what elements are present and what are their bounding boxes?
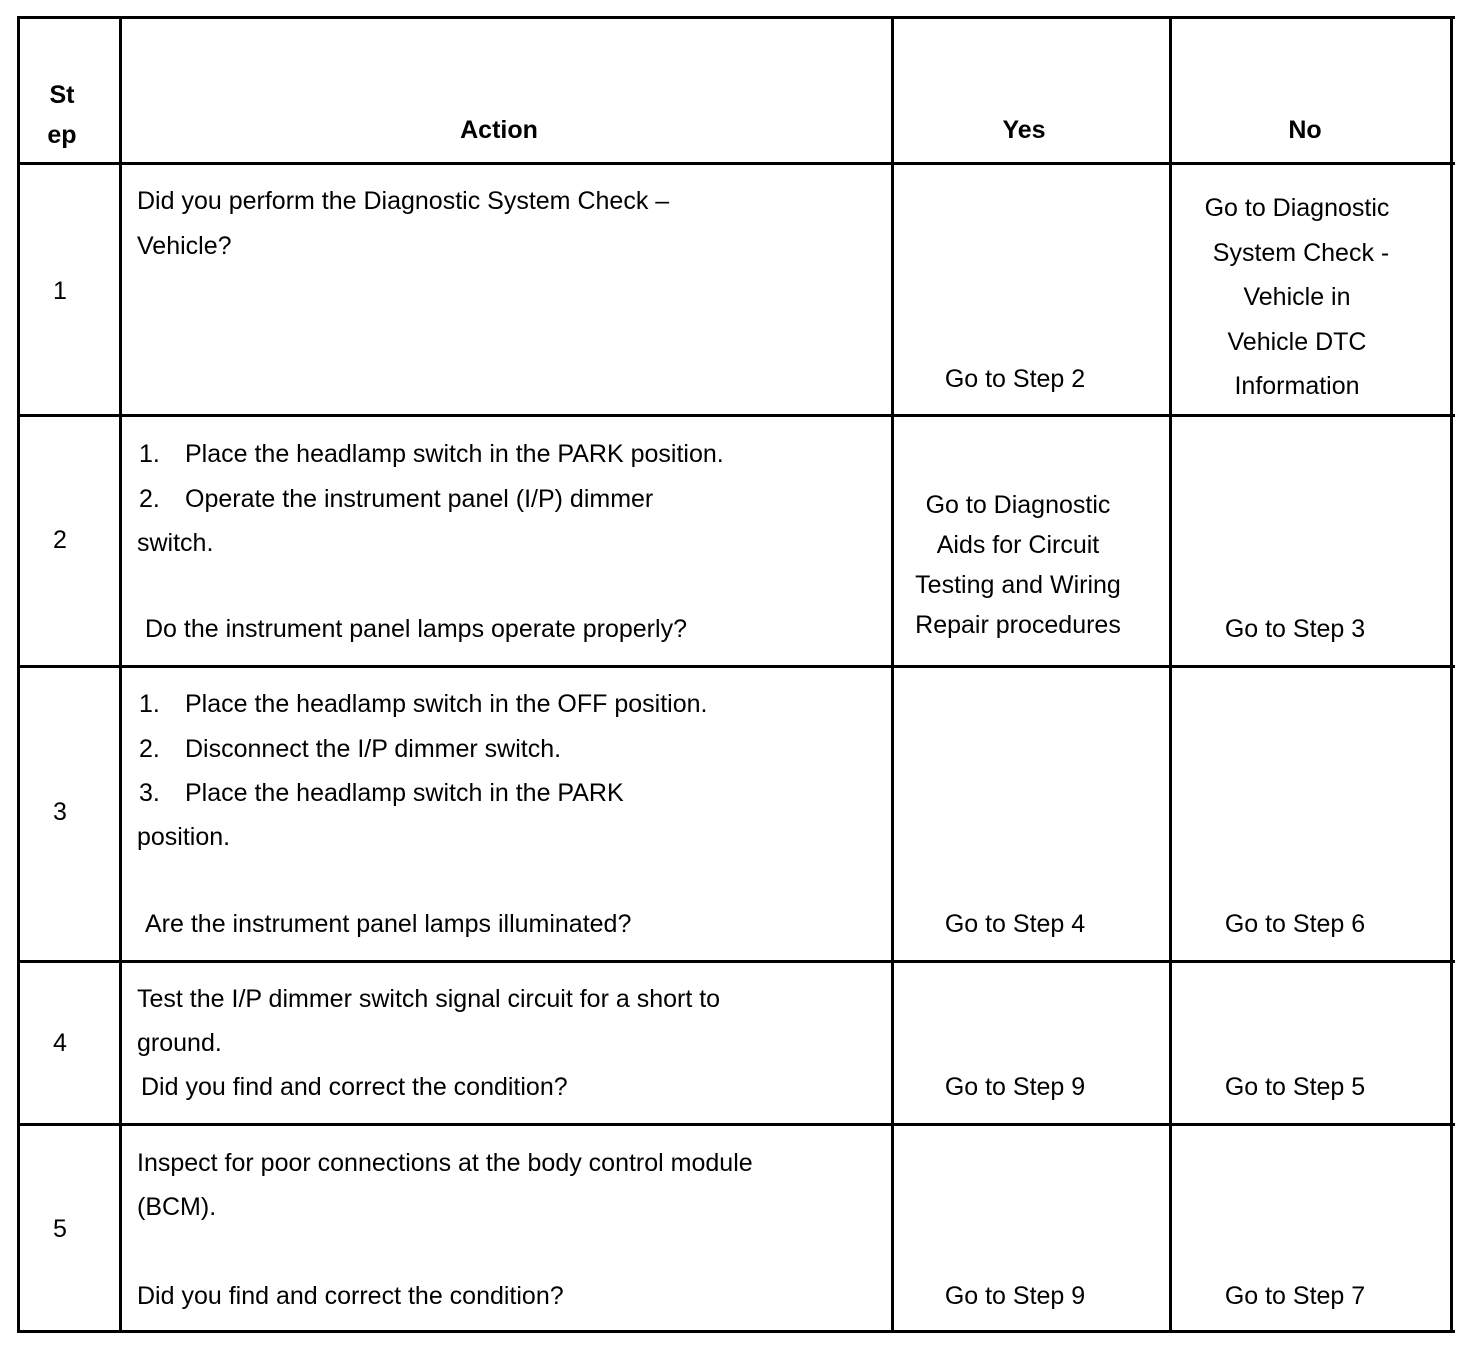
no-result: Go to Step 7 [1224,1282,1366,1310]
action-text: (BCM). [137,1193,217,1221]
action-text: Test the I/P dimmer switch signal circuit for a short to [137,985,721,1013]
action-text: switch. [137,529,214,557]
yes-result: Go to Step 9 [944,1073,1086,1101]
action-text: position. [137,823,231,851]
yes-result-line: Testing and Wiring [915,571,1121,599]
row-divider [17,1123,1455,1126]
action-text: Disconnect the I/P dimmer switch. [185,735,562,763]
step-number: 1 [53,277,67,305]
yes-result-line: Aids for Circuit [936,531,1100,559]
header-step-line1: St [49,81,75,109]
header-no: No [1288,116,1322,144]
row-divider [17,665,1455,668]
action-text: ground. [137,1029,222,1057]
action-question: Do the instrument panel lamps operate properly? [145,615,687,643]
no-result: Go to Step 3 [1224,615,1366,643]
step-number: 4 [53,1029,67,1057]
table-border-bottom [17,1330,1455,1333]
step-number: 3 [53,798,67,826]
action-text: Place the headlamp switch in the OFF position. [185,690,708,718]
action-question: Are the instrument panel lamps illuminated? [145,910,632,938]
action-text: Did you perform the Diagnostic System Check – [137,187,670,215]
row-divider [17,414,1455,417]
no-result: Go to Step 5 [1224,1073,1366,1101]
list-number: 2. [139,735,160,763]
list-number: 3. [139,779,160,807]
header-step-line2: ep [47,121,77,149]
action-question: Did you find and correct the condition? [137,1282,564,1310]
table-border-right [1450,16,1453,1333]
yes-result-line: Repair procedures [915,611,1121,639]
action-question: Did you find and correct the condition? [141,1073,568,1101]
column-divider [891,16,894,1333]
yes-result: Go to Step 2 [944,365,1086,393]
yes-result: Go to Step 9 [944,1282,1086,1310]
header-yes: Yes [1002,116,1046,144]
header-divider [17,162,1455,165]
yes-result: Go to Step 4 [944,910,1086,938]
list-number: 2. [139,485,160,513]
list-number: 1. [139,440,160,468]
table-border-top [17,16,1455,19]
row-divider [17,960,1455,963]
column-divider [119,16,122,1333]
table-border-left [17,16,20,1333]
action-text: Place the headlamp switch in the PARK [185,779,624,807]
list-number: 1. [139,690,160,718]
action-text: Inspect for poor connections at the body control module [137,1149,753,1177]
step-number: 2 [53,526,67,554]
action-text: Vehicle? [137,232,232,260]
yes-result-line: Go to Diagnostic [925,491,1111,519]
header-action: Action [460,116,538,144]
no-result-line: Go to Diagnostic [1204,194,1390,222]
step-number: 5 [53,1215,67,1243]
action-text: Operate the instrument panel (I/P) dimmer [185,485,654,513]
no-result [1172,186,1422,409]
no-result-line: Information [1234,372,1360,400]
action-text: Place the headlamp switch in the PARK position. [185,440,724,468]
no-result-line: Vehicle in [1243,283,1351,311]
yes-result [894,485,1142,645]
no-result: Go to Step 6 [1224,910,1366,938]
no-result-line: Vehicle DTC [1227,327,1367,356]
no-result-line: System Check - [1212,238,1390,267]
header-step [20,75,104,155]
